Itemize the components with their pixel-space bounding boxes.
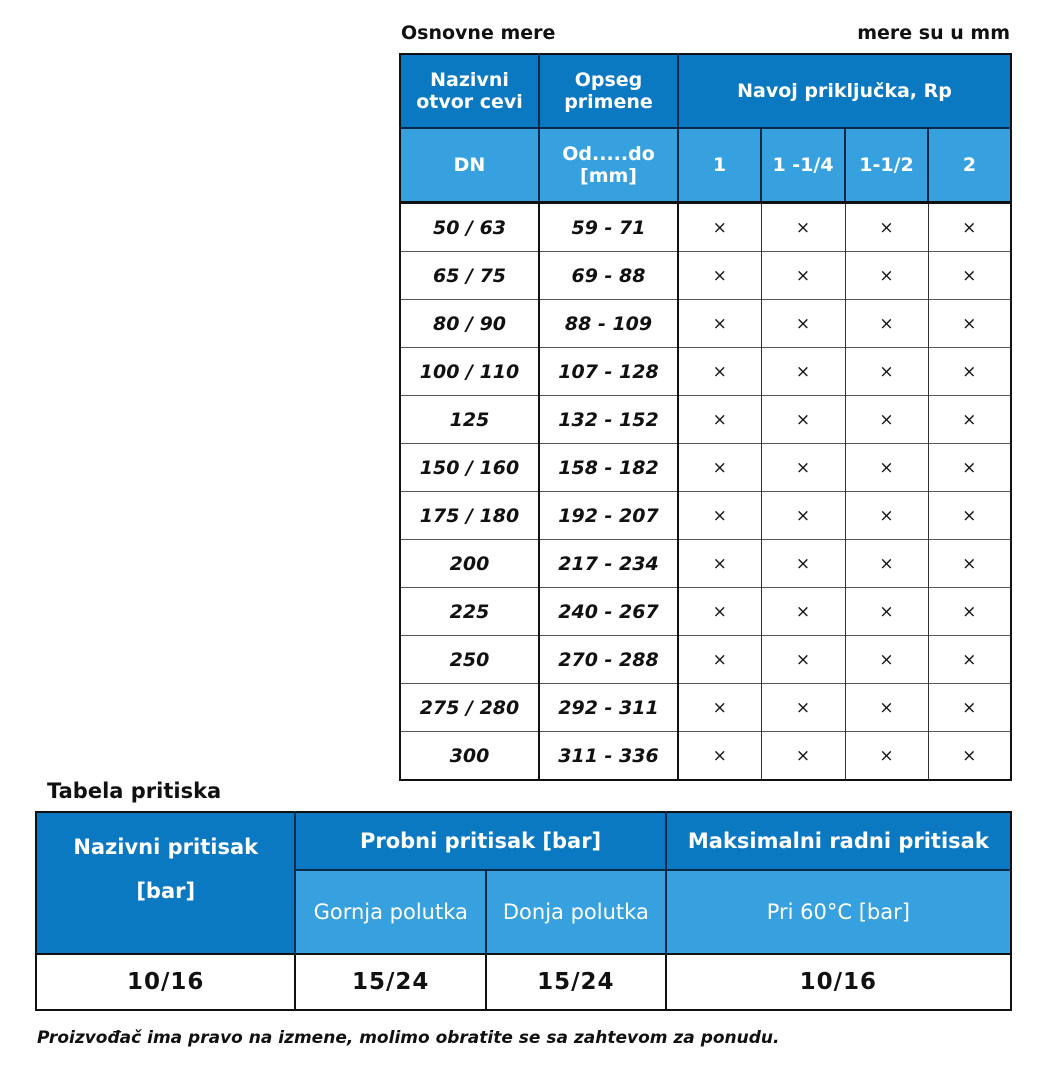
table-row bbox=[400, 300, 1011, 348]
max-pressure-value: 10/16 bbox=[666, 954, 1011, 1010]
max-pressure-header: Maksimalni radni pritisak bbox=[666, 812, 1011, 870]
dn-cell: 250 bbox=[400, 636, 539, 684]
thread-mark-cell: × bbox=[928, 252, 1011, 300]
thread-mark-cell: × bbox=[845, 540, 928, 588]
thread-mark-cell: × bbox=[761, 203, 845, 252]
header-thread-2: 2 bbox=[928, 128, 1011, 203]
range-cell: 217 - 234 bbox=[539, 540, 678, 588]
thread-mark-cell: × bbox=[678, 348, 761, 396]
thread-mark-cell: × bbox=[928, 588, 1011, 636]
thread-mark-cell: × bbox=[761, 684, 845, 732]
test-pressure-header: Probni pritisak [bar] bbox=[295, 812, 665, 870]
dn-cell: 100 / 110 bbox=[400, 348, 539, 396]
thread-mark-cell: × bbox=[761, 540, 845, 588]
range-cell: 88 - 109 bbox=[539, 300, 678, 348]
thread-mark-cell: × bbox=[761, 492, 845, 540]
dn-cell: 65 / 75 bbox=[400, 252, 539, 300]
range-cell: 158 - 182 bbox=[539, 444, 678, 492]
dimensions-caption: Osnovne mere bbox=[401, 22, 556, 44]
thread-mark-cell: × bbox=[678, 636, 761, 684]
header-thread-1-1-4: 1 -1/4 bbox=[761, 128, 845, 203]
nominal-pressure-label: Nazivni pritisak bbox=[73, 835, 259, 859]
thread-mark-cell: × bbox=[845, 684, 928, 732]
header-from-to: Od.....do [mm] bbox=[539, 128, 678, 203]
thread-mark-cell: × bbox=[761, 300, 845, 348]
dn-cell: 80 / 90 bbox=[400, 300, 539, 348]
thread-mark-cell: × bbox=[845, 588, 928, 636]
upper-half-header: Gornja polutka bbox=[295, 870, 486, 954]
header-dn: DN bbox=[400, 128, 539, 203]
dn-cell: 50 / 63 bbox=[400, 203, 539, 252]
units-note: mere su u mm bbox=[857, 22, 1010, 44]
thread-mark-cell: × bbox=[678, 492, 761, 540]
thread-mark-cell: × bbox=[845, 636, 928, 684]
table-row bbox=[400, 684, 1011, 732]
dn-cell: 150 / 160 bbox=[400, 444, 539, 492]
thread-mark-cell: × bbox=[678, 732, 761, 781]
range-cell: 192 - 207 bbox=[539, 492, 678, 540]
thread-mark-cell: × bbox=[845, 732, 928, 781]
thread-mark-cell: × bbox=[761, 348, 845, 396]
nominal-pressure-value: 10/16 bbox=[36, 954, 295, 1010]
thread-mark-cell: × bbox=[678, 540, 761, 588]
header-thread-group: Navoj priključka, Rp bbox=[678, 54, 1011, 128]
thread-mark-cell: × bbox=[845, 203, 928, 252]
range-cell: 292 - 311 bbox=[539, 684, 678, 732]
dn-cell: 300 bbox=[400, 732, 539, 781]
table-row bbox=[400, 396, 1011, 444]
thread-mark-cell: × bbox=[761, 252, 845, 300]
thread-mark-cell: × bbox=[678, 684, 761, 732]
range-cell: 311 - 336 bbox=[539, 732, 678, 781]
table-row bbox=[400, 492, 1011, 540]
thread-mark-cell: × bbox=[928, 732, 1011, 781]
thread-mark-cell: × bbox=[761, 396, 845, 444]
range-cell: 270 - 288 bbox=[539, 636, 678, 684]
table-row bbox=[400, 348, 1011, 396]
pressure-table bbox=[35, 811, 1012, 1011]
header-application-range: Opseg primene bbox=[539, 54, 678, 128]
header-thread-1-1-2: 1-1/2 bbox=[845, 128, 928, 203]
table-row bbox=[400, 732, 1011, 781]
range-cell: 132 - 152 bbox=[539, 396, 678, 444]
thread-mark-cell: × bbox=[845, 444, 928, 492]
thread-mark-cell: × bbox=[928, 203, 1011, 252]
dimensions-table bbox=[399, 53, 1012, 781]
table-row bbox=[400, 636, 1011, 684]
range-cell: 59 - 71 bbox=[539, 203, 678, 252]
table-row bbox=[400, 252, 1011, 300]
header-thread-1: 1 bbox=[678, 128, 761, 203]
thread-mark-cell: × bbox=[678, 203, 761, 252]
upper-half-value: 15/24 bbox=[295, 954, 486, 1010]
thread-mark-cell: × bbox=[928, 492, 1011, 540]
thread-mark-cell: × bbox=[845, 492, 928, 540]
nominal-pressure-header bbox=[36, 812, 295, 954]
header-nominal-opening: Nazivni otvor cevi bbox=[400, 54, 539, 128]
thread-mark-cell: × bbox=[678, 396, 761, 444]
thread-mark-cell: × bbox=[761, 588, 845, 636]
table-row bbox=[400, 588, 1011, 636]
thread-mark-cell: × bbox=[678, 252, 761, 300]
dn-cell: 125 bbox=[400, 396, 539, 444]
thread-mark-cell: × bbox=[845, 348, 928, 396]
lower-half-header: Donja polutka bbox=[486, 870, 666, 954]
thread-mark-cell: × bbox=[928, 348, 1011, 396]
range-cell: 107 - 128 bbox=[539, 348, 678, 396]
thread-mark-cell: × bbox=[761, 636, 845, 684]
thread-mark-cell: × bbox=[761, 444, 845, 492]
disclaimer-note: Proizvođač ima pravo na izmene, molimo obratite se sa zahtevom za ponudu. bbox=[37, 1028, 780, 1048]
thread-mark-cell: × bbox=[761, 732, 845, 781]
lower-half-value: 15/24 bbox=[486, 954, 666, 1010]
dn-cell: 175 / 180 bbox=[400, 492, 539, 540]
nominal-pressure-unit: [bar] bbox=[136, 879, 196, 903]
pressure-caption: Tabela pritiska bbox=[47, 779, 222, 803]
thread-mark-cell: × bbox=[928, 300, 1011, 348]
thread-mark-cell: × bbox=[678, 444, 761, 492]
table-row bbox=[400, 203, 1011, 252]
thread-mark-cell: × bbox=[928, 636, 1011, 684]
thread-mark-cell: × bbox=[928, 396, 1011, 444]
thread-mark-cell: × bbox=[845, 252, 928, 300]
table-row bbox=[400, 444, 1011, 492]
thread-mark-cell: × bbox=[845, 396, 928, 444]
thread-mark-cell: × bbox=[678, 300, 761, 348]
thread-mark-cell: × bbox=[845, 300, 928, 348]
dn-cell: 225 bbox=[400, 588, 539, 636]
thread-mark-cell: × bbox=[928, 684, 1011, 732]
max-condition-header: Pri 60°C [bar] bbox=[666, 870, 1011, 954]
table-row bbox=[400, 540, 1011, 588]
dn-cell: 200 bbox=[400, 540, 539, 588]
thread-mark-cell: × bbox=[678, 588, 761, 636]
thread-mark-cell: × bbox=[928, 540, 1011, 588]
range-cell: 240 - 267 bbox=[539, 588, 678, 636]
thread-mark-cell: × bbox=[928, 444, 1011, 492]
dimensions-table-body bbox=[400, 203, 1011, 781]
range-cell: 69 - 88 bbox=[539, 252, 678, 300]
dn-cell: 275 / 280 bbox=[400, 684, 539, 732]
